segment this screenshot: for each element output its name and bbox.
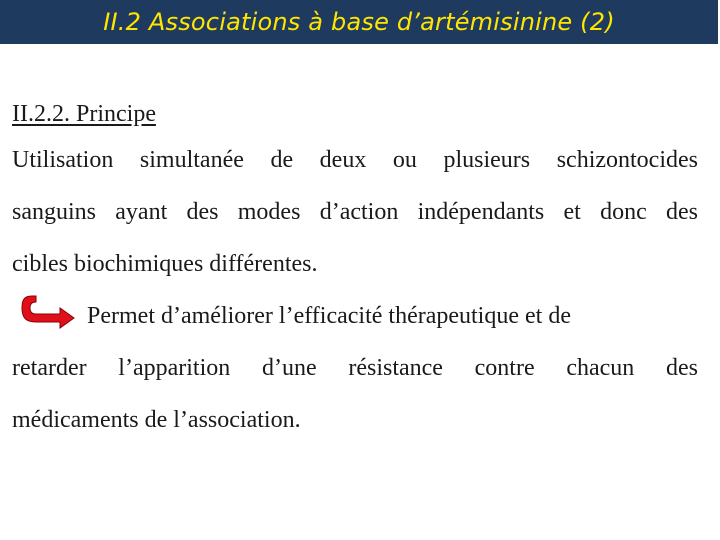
- title-bar: [0, 0, 720, 44]
- paragraph-definition-line-2: sanguins ayant des modes d’action indépendants et donc des: [12, 199, 698, 225]
- paragraph-definition: [12, 134, 698, 290]
- paragraph-benefit-first-line: [12, 290, 698, 342]
- slide-content: [12, 94, 698, 446]
- paragraph-benefit: [12, 290, 698, 446]
- paragraph-definition-line-1: Utilisation simultanée de deux ou plusieurs schizontocides: [12, 147, 698, 173]
- paragraph-benefit-line-1: Permet d’améliorer l’efficacité thérapeutique et de: [87, 303, 571, 329]
- slide-title: II.2 Associations à base d’artémisinine (2): [103, 8, 615, 36]
- paragraph-benefit-line-3: médicaments de l’association.: [12, 407, 301, 433]
- section-heading: II.2.2. Principe: [12, 101, 156, 127]
- paragraph-definition-line-3: cibles biochimiques différentes.: [12, 251, 318, 277]
- paragraph-benefit-line-2: retarder l’apparition d’une résistance contre chacun des: [12, 355, 698, 381]
- curved-return-arrow-icon: [18, 292, 78, 332]
